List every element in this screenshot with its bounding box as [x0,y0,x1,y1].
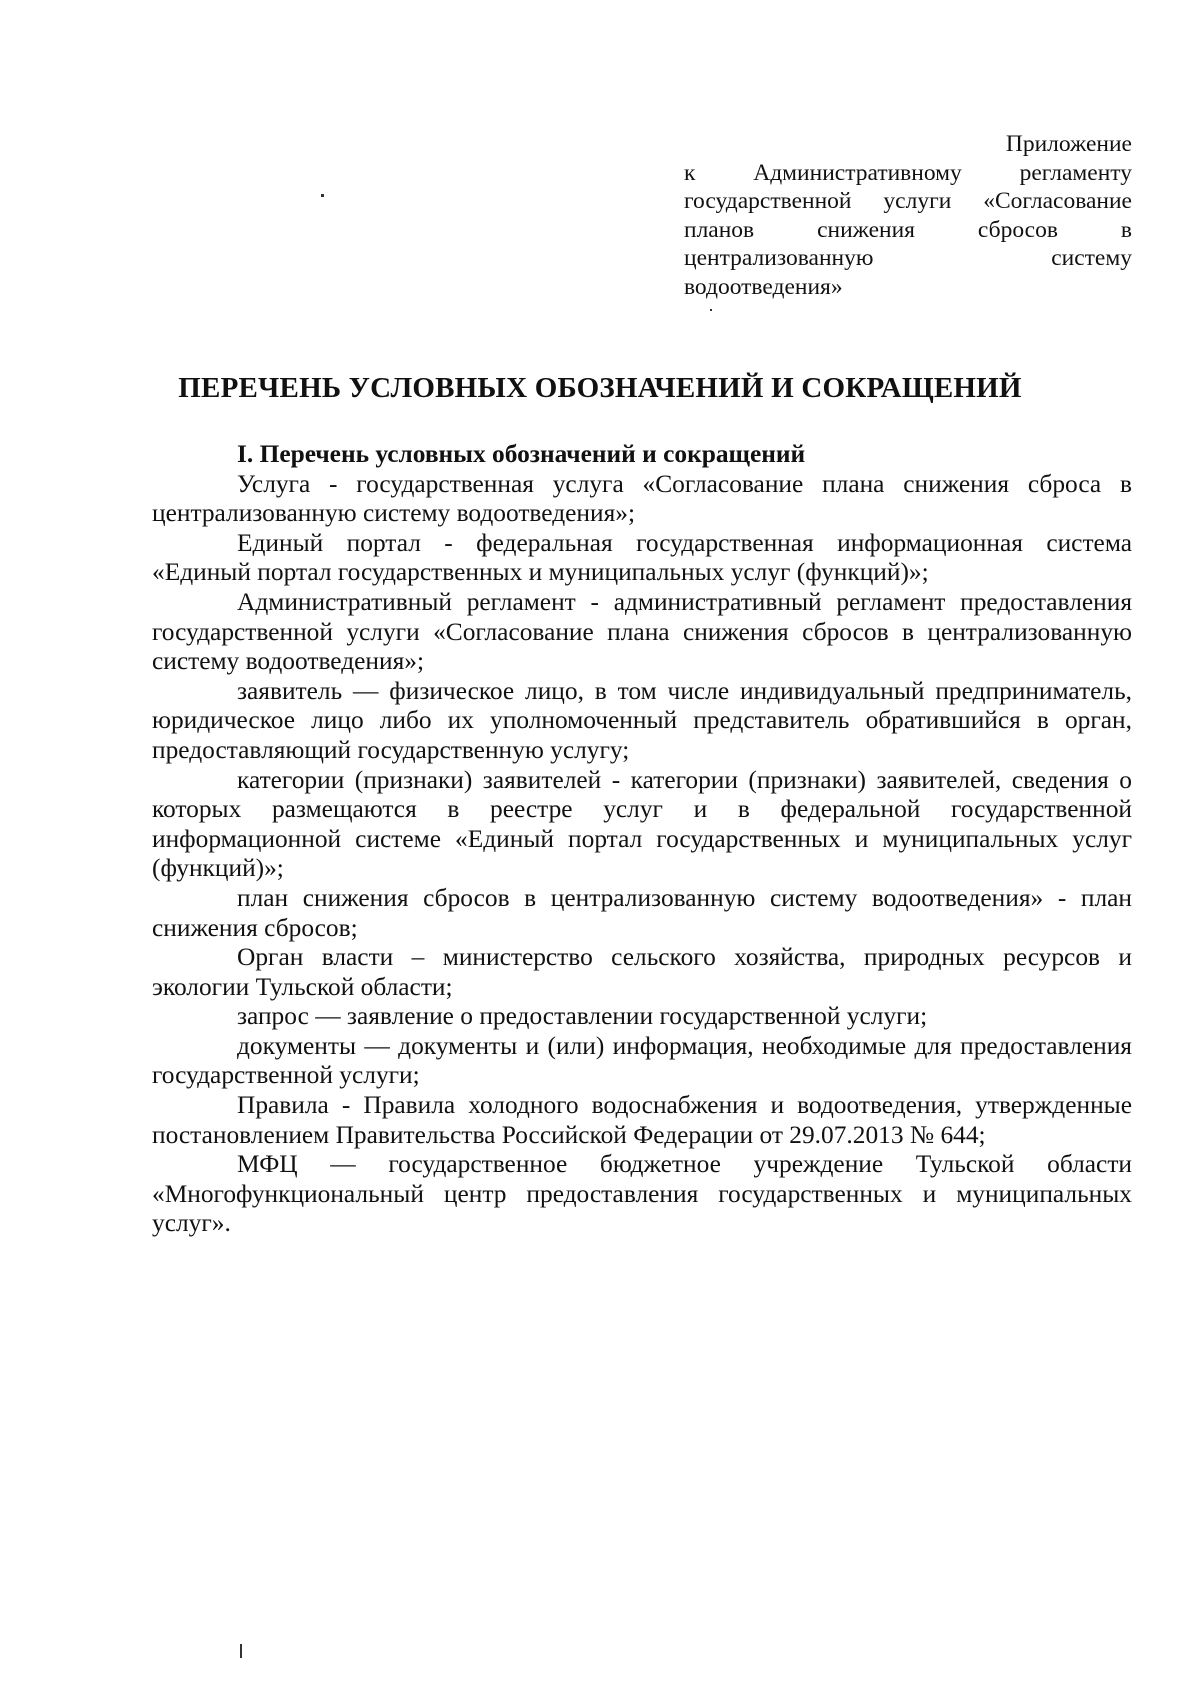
definition-paragraph: документы — документы и (или) информация, необходимые для предоставления государственной услуги; [152,1031,1132,1090]
definition-paragraph: Единый портал - федеральная государственная информационная система «Единый портал государственных и муниципальных услуг (функций)»; [152,528,1132,587]
section-heading: I. Перечень условных обозначений и сокращений [237,440,806,468]
appendix-header [684,130,1132,302]
definition-paragraph: Правила - Правила холодного водоснабжения и водоотведения, утвержденные постановлением Правительства Российской Федерации от 29.07.2013 № 644; [152,1091,1132,1149]
appendix-line: к Административному регламенту [684,159,1132,186]
scan-speck [321,194,324,197]
document-title: ПЕРЕЧЕНЬ УСЛОВНЫХ ОБОЗНАЧЕНИЙ И СОКРАЩЕНИЙ [178,372,1022,404]
appendix-line: планов снижения сбросов в [684,216,1132,243]
definition-paragraph: Орган власти – министерство сельского хозяйства, природных ресурсов и экологии Тульской области; [152,943,1132,1001]
definition-paragraph: категории (признаки) заявителей - категории (признаки) заявителей, сведения о которых размещаются в реестре услуг и в федеральной государственной информационной системе «Единый портал государственных и муниципальных услуг (функций)»; [152,765,1132,883]
appendix-line: водоотведения» [684,273,843,300]
appendix-line: централизованную систему [684,245,1132,272]
definition-paragraph: Административный регламент - административный регламент предоставления государственной услуги «Согласование плана снижения сбросов в централизованную систему водоотведения»; [152,587,1132,676]
definition-paragraph: Услуга - государственная услуга «Согласование плана снижения сброса в централизованную систему водоотведения»; [152,469,1132,528]
section-body [152,440,1132,1239]
definition-paragraph: заявитель — физическое лицо, в том числе индивидуальный предприниматель, юридическое лицо либо их уполномоченный представитель обратившийся в орган, предоставляющий государственную услугу; [152,676,1132,764]
scan-speck [710,309,712,311]
appendix-line: государственной услуги «Согласование [684,188,1132,215]
definition-paragraph: план снижения сбросов в централизованную систему водоотведения» - план снижения сбросов; [152,883,1132,942]
scan-speck [240,1644,242,1658]
definition-paragraph: МФЦ — государственное бюджетное учреждение Тульской области «Многофункциональный центр предоставления государственных и муниципальных услуг». [152,1150,1132,1238]
appendix-line: Приложение [1005,131,1132,157]
definition-paragraph: запрос — заявление о предоставлении государственной услуги; [237,1002,928,1031]
